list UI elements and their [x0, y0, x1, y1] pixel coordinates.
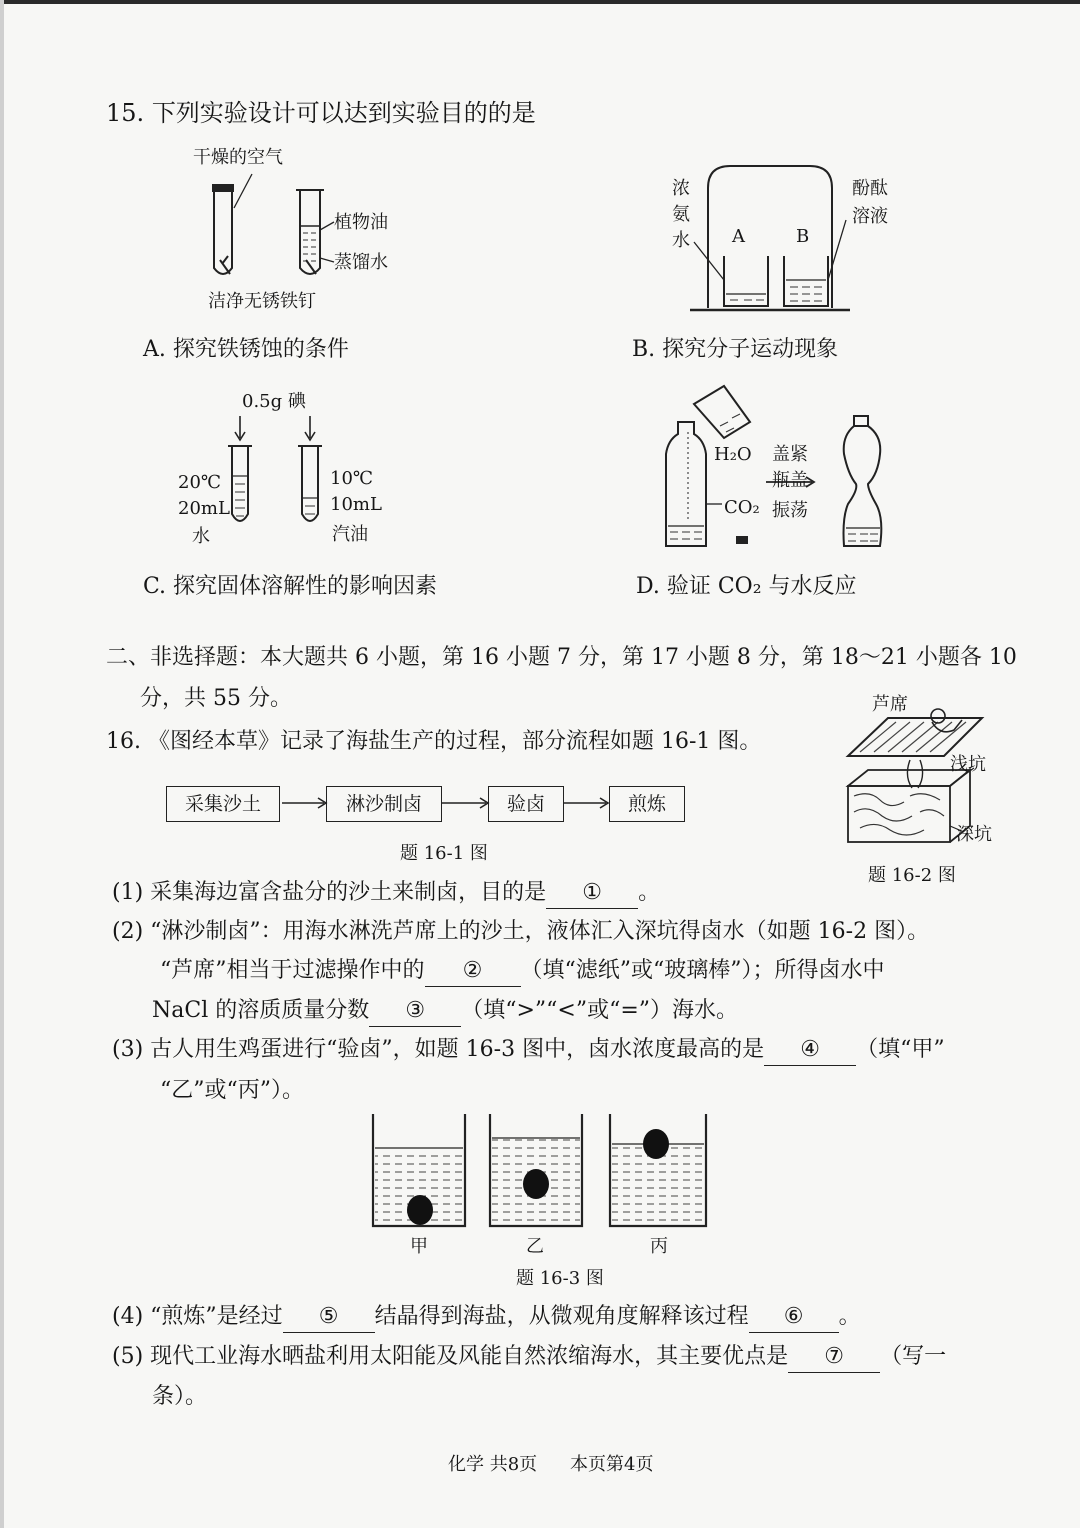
- caption-c: C. 探究固体溶解性的影响因素: [143, 574, 438, 599]
- flow-step-boil: 煎炼: [609, 786, 685, 822]
- fig16-2-label-shallow: 浅坑: [950, 754, 986, 775]
- bell-jar: [708, 166, 832, 308]
- caption-a: A. 探究铁锈蚀的条件: [143, 337, 349, 362]
- beaker-label-yi: 乙: [526, 1236, 544, 1257]
- q16-part2-line1: (2) “淋沙制卤”：用海水淋洗芦席上的沙土，液体汇入深坑得卤水（如题 16-2 图）。: [112, 919, 930, 944]
- c-right-volume: 10mL: [330, 494, 382, 515]
- iron-nail-right: [306, 260, 316, 274]
- q16-part5-line1: (5) 现代工业海水晒盐利用太阳能及风能自然浓缩海水，其主要优点是 ⑦ （写一: [112, 1342, 946, 1373]
- fig16-1-caption: 题 16-1 图: [400, 843, 488, 864]
- figure-16-3-egg-beakers: [370, 1112, 710, 1232]
- a-label-oil: 植物油: [334, 212, 388, 233]
- fig16-3-caption: 题 16-3 图: [516, 1268, 604, 1289]
- flow-step-test-brine: 验卤: [488, 786, 564, 822]
- egg-jia: [407, 1195, 433, 1225]
- iron-nail-left: [220, 256, 230, 274]
- figure-c-test-tubes: [220, 414, 330, 534]
- footer-subject: 化学 共8页: [448, 1454, 538, 1475]
- beaker-jia: [373, 1114, 465, 1226]
- answer-blank-3[interactable]: ③: [369, 996, 461, 1027]
- egg-bing: [643, 1129, 669, 1159]
- scan-left-edge: [0, 0, 4, 1528]
- answer-blank-7[interactable]: ⑦: [788, 1342, 880, 1373]
- q16-part3-line2: “乙”或“丙”）。: [160, 1078, 304, 1103]
- answer-blank-1[interactable]: ①: [546, 878, 638, 909]
- b-label-beaker-b: B: [796, 226, 810, 247]
- q16-part3-line1: (3) 古人用生鸡蛋进行“验卤”，如题 16-3 图中，卤水浓度最高的是 ④ （填“甲”: [112, 1035, 945, 1066]
- b-label-phenolphthalein-2: 溶液: [852, 206, 888, 227]
- section2-heading-line2: 分，共 55 分。: [140, 686, 292, 711]
- d-step-2: 瓶盖: [772, 470, 808, 491]
- fig16-2-caption: 题 16-2 图: [868, 865, 956, 886]
- q15-stem: [106, 98, 536, 128]
- q16-part1: (1) 采集海边富含盐分的沙土来制卤，目的是 ① 。: [112, 878, 660, 909]
- worker-head: [931, 709, 945, 723]
- q16-stem: [106, 727, 761, 757]
- water-cup: [694, 386, 750, 438]
- q15-number: 15.: [106, 99, 145, 127]
- beaker-a: [724, 256, 768, 306]
- beaker-label-jia: 甲: [410, 1236, 428, 1257]
- answer-blank-5[interactable]: ⑤: [283, 1302, 375, 1333]
- d-step-1: 盖紧: [772, 444, 808, 465]
- c-left-temp: 20℃: [178, 472, 222, 493]
- a-label-nail: 洁净无锈铁钉: [208, 291, 316, 312]
- q16-part5-line2: 条）。: [152, 1384, 208, 1409]
- d-step-3: 振荡: [772, 500, 808, 521]
- answer-blank-4[interactable]: ④: [764, 1035, 856, 1066]
- b-label-beaker-a: A: [732, 226, 745, 247]
- answer-blank-2[interactable]: ②: [425, 956, 521, 987]
- caption-d: D. 验证 CO₂ 与水反应: [636, 574, 857, 599]
- b-label-ammonia-3: 水: [672, 230, 690, 251]
- footer-page-number: 本页第4页: [570, 1454, 654, 1475]
- beaker-b: [784, 256, 828, 306]
- c-right-temp: 10℃: [330, 468, 374, 489]
- bottle-cap: [736, 536, 748, 544]
- q15-stem-text: 下列实验设计可以达到实验目的的是: [151, 99, 536, 127]
- q16-stem-text: 《图经本草》记录了海盐生产的过程，部分流程如题 16-1 图。: [148, 729, 762, 754]
- b-label-ammonia-1: 浓: [672, 178, 690, 199]
- fig16-2-label-deep: 深坑: [956, 824, 992, 845]
- a-label-water: 蒸馏水: [334, 252, 388, 273]
- figure-a-test-tubes: [200, 170, 340, 290]
- flow-arrows: [280, 795, 610, 815]
- scan-top-edge: [0, 0, 1080, 4]
- c-left-liquid: 水: [192, 526, 210, 547]
- beaker-bing: [610, 1114, 706, 1226]
- c-right-liquid: 汽油: [332, 524, 368, 545]
- egg-yi: [523, 1169, 549, 1199]
- q16-number: 16.: [106, 729, 141, 754]
- caption-b: B. 探究分子运动现象: [632, 337, 839, 362]
- c-label-iodine: 0.5g 碘: [242, 391, 306, 412]
- answer-blank-6[interactable]: ⑥: [749, 1302, 839, 1333]
- q16-part2-line2: “芦席”相当于过滤操作中的 ② （填“滤纸”或“玻璃棒”）；所得卤水中: [160, 956, 885, 987]
- beaker-yi: [490, 1114, 582, 1226]
- section2-heading-line1: 二、非选择题：本大题共 6 小题，第 16 小题 7 分，第 17 小题 8 分，第 18～21 小题各 10: [106, 645, 1017, 670]
- flow-step-collect-sand: 采集沙土: [166, 786, 280, 822]
- b-label-ammonia-2: 氨: [672, 204, 690, 225]
- d-label-co2: CO₂: [724, 497, 760, 518]
- a-label-air: 干燥的空气: [193, 147, 283, 168]
- left-bottle: [666, 422, 706, 546]
- b-label-phenolphthalein-1: 酚酞: [852, 178, 888, 199]
- q16-part2-line3: NaCl 的溶质质量分数 ③ （填“>”“<”或“=”）海水。: [152, 996, 738, 1027]
- c-left-volume: 20mL: [178, 498, 230, 519]
- tube-stopper: [212, 184, 234, 192]
- beaker-label-bing: 丙: [650, 1236, 668, 1257]
- figure-b-beakers: [690, 160, 850, 320]
- flow-step-leach-brine: 淋沙制卤: [326, 786, 442, 822]
- q16-part4: (4) “煎炼”是经过 ⑤ 结晶得到海盐，从微观角度解释该过程 ⑥ 。: [112, 1302, 861, 1333]
- d-label-h2o: H₂O: [714, 444, 752, 465]
- fig16-2-label-mat: 芦席: [872, 694, 908, 715]
